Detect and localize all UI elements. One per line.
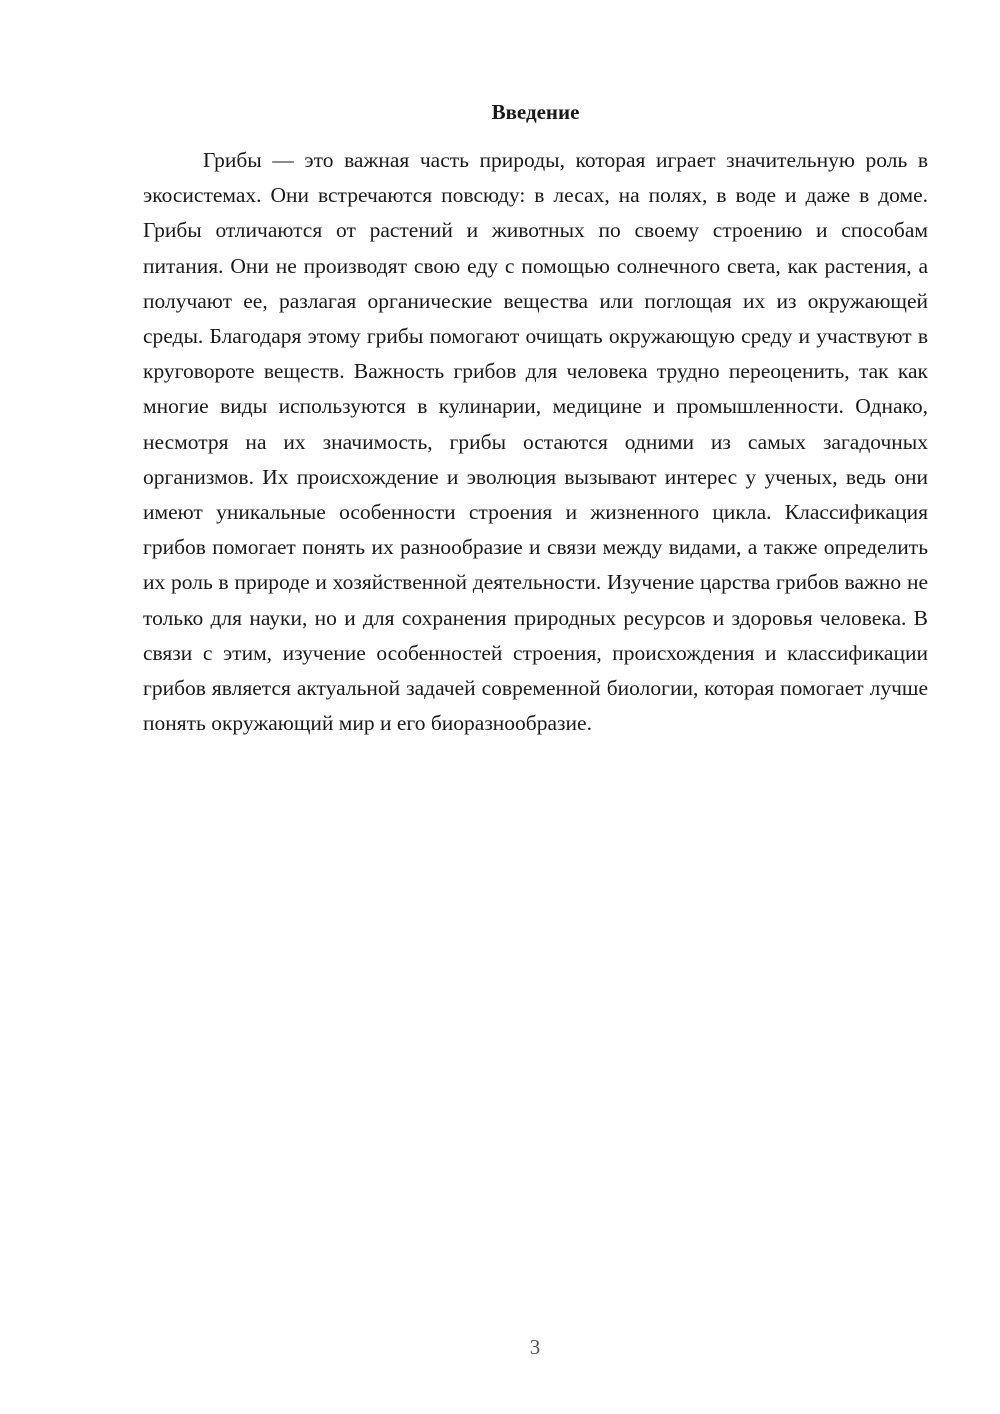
intro-paragraph: Грибы — это важная часть природы, которая играет значительную роль в экосистемах. Они встречаются повсюду: в лесах, на полях, в воде и даже в доме. Грибы отличаются от растений и животных по своему строению и способам питания. Они не производят свою еду с помощью солнечного света, как растения, а получают ее, разлагая органические вещества или поглощая их из окружающей среды. Благодаря этому грибы помогают очищать окружающую среду и участвуют в круговороте веществ. Важность грибов для человека трудно переоценить, так как многие виды используются в кулинарии, медицине и промышленности. Однако, несмотря на их значимость, грибы остаются одними из самых загадочных организмов. Их происхождение и эволюция вызывают интерес у ученых, ведь они имеют уникальные особенности строения и жизненного цикла. Классификация грибов помогает понять их разнообразие и связи между видами, а также определить их роль в природе и хозяйственной деятельности. Изучение царства грибов важно не только для науки, но и для сохранения природных ресурсов и здоровья человека. В связи с этим, изучение особенностей строения, происхождения и классификации грибов является актуальной задачей современной биологии, которая помогает лучше понять окружающий мир и его биоразнообразие. [143,148,928,736]
page-number: 3 [529,1335,541,1359]
section-heading: Введение [491,100,580,124]
